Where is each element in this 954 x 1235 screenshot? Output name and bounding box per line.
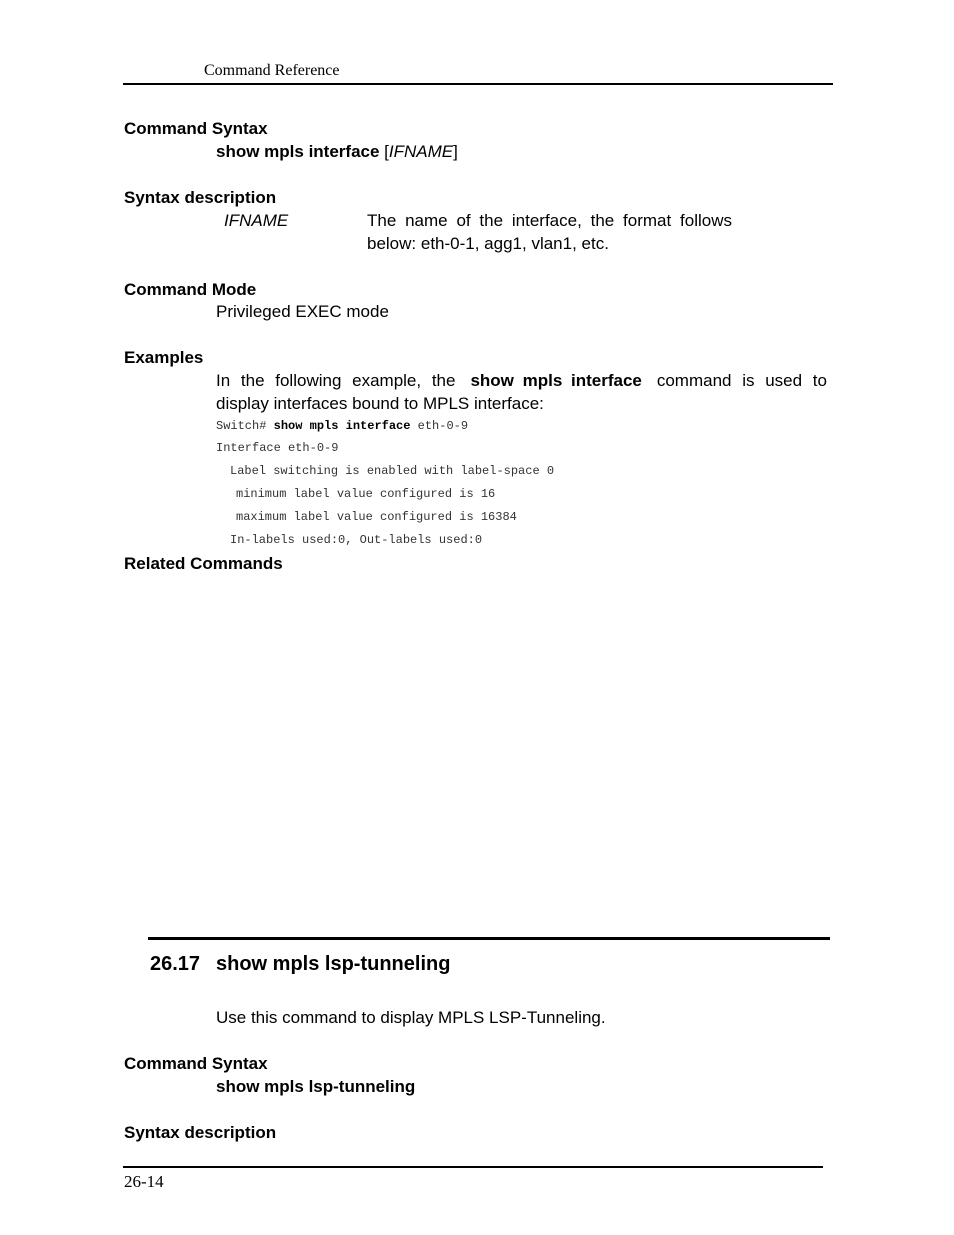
syntax-description-heading: Syntax description — [124, 188, 277, 207]
examples-text-line1 — [216, 371, 827, 391]
param-name: IFNAME — [224, 211, 289, 230]
command-mode-value: Privileged EXEC mode — [216, 302, 389, 321]
command-syntax-line — [216, 142, 458, 162]
command-param: IFNAME — [388, 142, 454, 161]
header-rule — [123, 83, 833, 85]
section-intro: Use this command to display MPLS LSP-Tunneling. — [216, 1008, 606, 1027]
examples-text-line2: display interfaces bound to MPLS interface: — [216, 394, 544, 413]
section-rule — [148, 937, 830, 940]
code-prompt: Switch# — [216, 419, 267, 433]
examples-text-part1: In the following example, the — [216, 371, 456, 390]
code-output-line: Label switching is enabled with label-space 0 — [230, 464, 555, 478]
param-description-line1: The name of the interface, the format follows — [367, 211, 732, 230]
command-syntax-heading: Command Syntax — [124, 119, 268, 138]
section-title — [150, 953, 450, 976]
bracket-open: [ — [384, 142, 389, 161]
code-line-command — [216, 419, 468, 433]
code-command: show mpls interface — [273, 419, 411, 433]
related-commands-heading: Related Commands — [124, 554, 283, 573]
section-title-text: show mpls lsp-tunneling — [216, 953, 451, 975]
examples-text-part2: command is used to — [656, 371, 827, 390]
code-output-line: Interface eth-0-9 — [216, 441, 339, 455]
command-mode-heading: Command Mode — [124, 280, 257, 299]
code-argument: eth-0-9 — [417, 419, 469, 433]
footer-rule — [123, 1166, 823, 1168]
code-output-line: In-labels used:0, Out-labels used:0 — [230, 533, 483, 547]
command-name: show mpls lsp-tunneling — [216, 1077, 416, 1096]
syntax-description-heading: Syntax description — [124, 1123, 277, 1142]
command-name: show mpls interface — [216, 142, 380, 161]
page-number: 26-14 — [124, 1172, 164, 1191]
bracket-close: ] — [453, 142, 458, 161]
command-syntax-heading: Command Syntax — [124, 1054, 268, 1073]
running-header: Command Reference — [204, 62, 340, 79]
examples-heading: Examples — [124, 348, 204, 367]
code-output-line: maximum label value configured is 16384 — [236, 510, 517, 524]
section-number: 26.17 — [150, 953, 201, 975]
code-output-line: minimum label value configured is 16 — [236, 487, 496, 501]
examples-command: show mpls interface — [470, 371, 642, 390]
param-description-line2: below: eth-0-1, agg1, vlan1, etc. — [367, 234, 609, 253]
